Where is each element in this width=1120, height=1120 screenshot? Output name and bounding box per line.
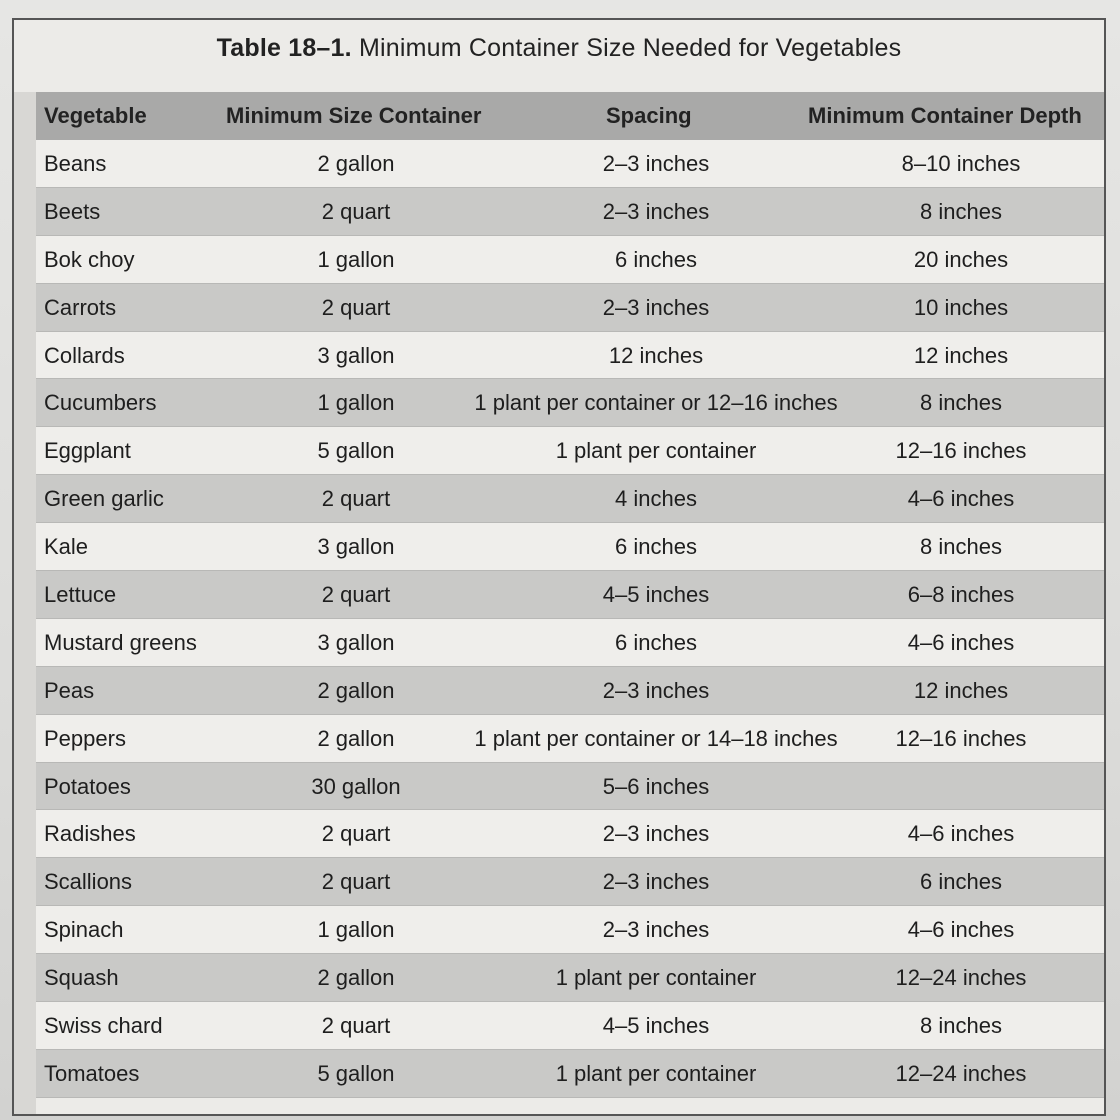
cell-size: 1 gallon — [317, 390, 395, 416]
cell-vegetable: Collards — [44, 342, 125, 368]
cell-size: 1 gallon — [317, 917, 395, 943]
cell-vegetable: Carrots — [44, 294, 117, 320]
cell-spacing: 6 inches — [615, 629, 697, 655]
cell-depth: 12–16 inches — [895, 725, 1027, 751]
cell-size: 3 gallon — [317, 342, 395, 368]
cell-spacing: 2–3 inches — [602, 294, 710, 320]
table-row — [36, 954, 1104, 1002]
table-row — [36, 188, 1104, 236]
cell-spacing: 5–6 inches — [602, 773, 710, 799]
table-row — [36, 1002, 1104, 1050]
cell-spacing: 1 plant per container — [555, 965, 757, 991]
cell-size: 2 quart — [321, 294, 391, 320]
table-caption — [14, 34, 1104, 63]
table-row — [36, 906, 1104, 954]
cell-size: 2 quart — [321, 821, 391, 847]
table-row — [36, 427, 1104, 475]
cell-size: 2 gallon — [317, 151, 395, 176]
cell-vegetable: Bok choy — [44, 246, 135, 272]
table-row — [36, 523, 1104, 571]
header-minimum-size-container: Minimum Size Container — [226, 103, 482, 128]
table-row — [36, 236, 1104, 284]
cell-spacing: 2–3 inches — [602, 198, 710, 224]
cell-spacing: 2–3 inches — [602, 151, 710, 176]
table-row — [36, 715, 1104, 763]
cell-size: 30 gallon — [311, 773, 401, 799]
cell-size: 5 gallon — [317, 1060, 395, 1086]
cell-depth: 8 inches — [920, 1013, 1002, 1039]
cell-size: 2 quart — [321, 1013, 391, 1039]
cell-spacing: 12 inches — [608, 342, 704, 368]
cell-vegetable: Squash — [44, 965, 119, 991]
cell-vegetable: Mustard greens — [44, 629, 197, 655]
cell-size: 1 gallon — [317, 246, 395, 272]
cell-vegetable: Eggplant — [44, 438, 131, 464]
header-vegetable: Vegetable — [44, 103, 147, 128]
cell-spacing: 1 plant per container or 12–16 inches — [474, 390, 838, 416]
cell-spacing: 6 inches — [615, 246, 697, 272]
cell-depth: 8 inches — [920, 534, 1002, 560]
table-row — [36, 571, 1104, 619]
cell-spacing: 1 plant per container or 14–18 inches — [474, 725, 838, 751]
table-row — [36, 379, 1104, 427]
cell-vegetable: Potatoes — [44, 773, 131, 799]
cell-vegetable: Radishes — [44, 821, 136, 847]
table-row — [36, 667, 1104, 715]
table-row — [36, 619, 1104, 667]
cell-depth: 12 inches — [913, 677, 1009, 703]
cell-vegetable: Kale — [44, 534, 89, 560]
table-row — [36, 858, 1104, 906]
cell-size: 3 gallon — [317, 629, 395, 655]
table-title: Minimum Container Size Needed for Vegetables — [358, 34, 902, 62]
cell-vegetable: Scallions — [44, 869, 133, 895]
table-row — [36, 475, 1104, 523]
cell-vegetable: Peppers — [44, 725, 126, 751]
cell-vegetable: Beets — [44, 198, 101, 224]
cell-depth: 4–6 inches — [907, 821, 1015, 847]
cell-depth: 12 inches — [913, 342, 1009, 368]
cell-size: 2 quart — [321, 486, 391, 512]
table-body — [36, 140, 1104, 1098]
cell-spacing: 4 inches — [615, 486, 697, 512]
cell-size: 2 quart — [321, 869, 391, 895]
cell-vegetable: Lettuce — [44, 582, 117, 608]
table-left-margin — [14, 92, 36, 1114]
cell-spacing: 1 plant per container — [555, 438, 757, 464]
cell-spacing: 2–3 inches — [602, 821, 710, 847]
cell-vegetable: Green garlic — [44, 486, 164, 512]
cell-depth: 8 inches — [920, 198, 1002, 224]
cell-size: 2 gallon — [317, 725, 395, 751]
header-minimum-container-depth: Minimum Container Depth — [808, 103, 1082, 128]
cell-depth: 6–8 inches — [907, 582, 1015, 608]
header-spacing: Spacing — [606, 103, 692, 128]
cell-size: 2 gallon — [317, 965, 395, 991]
cell-spacing: 1 plant per container — [555, 1060, 757, 1086]
cell-spacing: 4–5 inches — [602, 1013, 710, 1039]
table-row — [36, 810, 1104, 858]
cell-size: 2 quart — [321, 198, 391, 224]
cell-depth: 20 inches — [913, 246, 1009, 272]
table-row — [36, 763, 1104, 811]
vegetable-container-table — [12, 18, 1106, 1116]
cell-depth: 4–6 inches — [907, 486, 1015, 512]
cell-depth: 8 inches — [920, 390, 1002, 416]
cell-depth: 4–6 inches — [907, 917, 1015, 943]
cell-vegetable: Tomatoes — [44, 1060, 140, 1086]
cell-depth: 10 inches — [913, 294, 1009, 320]
cell-size: 5 gallon — [317, 438, 395, 464]
table-number: Table 18–1. — [216, 34, 352, 62]
cell-vegetable: Peas — [44, 677, 95, 703]
cell-spacing: 4–5 inches — [602, 582, 710, 608]
cell-depth: 12–24 inches — [895, 965, 1027, 991]
cell-size: 2 gallon — [317, 677, 395, 703]
cell-depth: 4–6 inches — [907, 629, 1015, 655]
cell-depth — [816, 763, 1106, 810]
cell-spacing: 2–3 inches — [602, 677, 710, 703]
cell-depth: 12–24 inches — [895, 1060, 1027, 1086]
cell-size: 3 gallon — [317, 534, 395, 560]
cell-size: 2 quart — [321, 582, 391, 608]
cell-spacing: 2–3 inches — [602, 917, 710, 943]
cell-depth: 6 inches — [920, 869, 1002, 895]
cell-vegetable: Swiss chard — [44, 1013, 163, 1039]
cell-vegetable: Beans — [44, 151, 107, 176]
cell-spacing: 6 inches — [615, 534, 697, 560]
cell-depth: 12–16 inches — [895, 438, 1027, 464]
cell-depth: 8–10 inches — [901, 151, 1021, 176]
table-header-row — [36, 92, 1104, 140]
table-row — [36, 332, 1104, 380]
table-row — [36, 284, 1104, 332]
table-row — [36, 1050, 1104, 1098]
table-row — [36, 140, 1104, 188]
cell-vegetable: Spinach — [44, 917, 124, 943]
cell-spacing: 2–3 inches — [602, 869, 710, 895]
cell-vegetable: Cucumbers — [44, 390, 157, 416]
